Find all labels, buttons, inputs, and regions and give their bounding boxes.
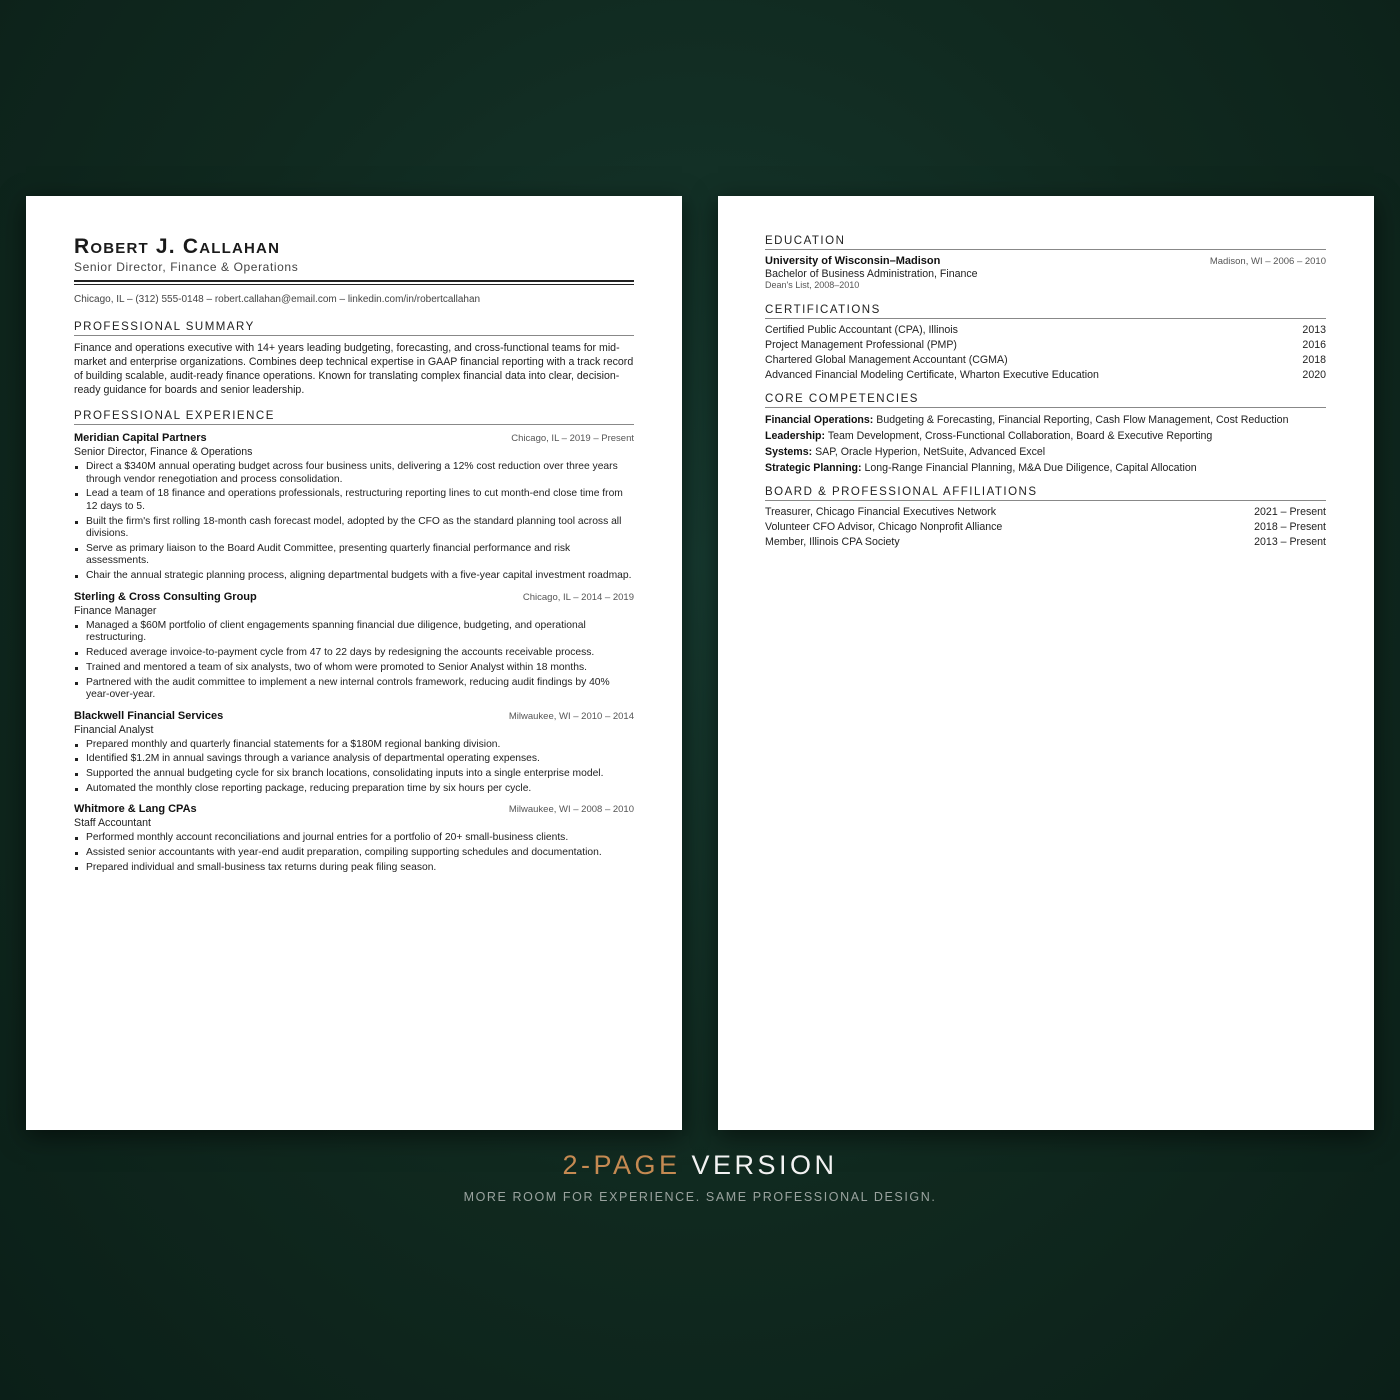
job-header — [74, 431, 634, 446]
summary-text: Finance and operations executive with 14+ years leading budgeting, forecasting, and cross-functional teams for mid-market and enterprise organizations. Combines deep technical expertise in GAAP financial reporting with a track record of building scalable, audit-ready finance operations. Known for translating complex financial data into clear, decision-ready guidance for boards and senior leadership. — [74, 342, 634, 396]
bullet-item: Prepared individual and small-business tax returns during peak filing season. — [74, 862, 634, 875]
bullet-item: Chair the annual strategic planning process, aligning departmental budgets with a five-year capital investment roadmap. — [74, 570, 634, 583]
competency-label: Leadership: — [765, 430, 826, 442]
contact-line: Chicago, IL – (312) 555-0148 – robert.callahan@email.com – linkedin.com/in/robertcallahan — [74, 294, 481, 305]
certification-row — [765, 353, 1326, 368]
affiliation-name: Member, Illinois CPA Society — [765, 536, 900, 548]
certification-year: 2018 — [1302, 354, 1326, 366]
job-title: Staff Accountant — [74, 817, 151, 830]
summary-section — [74, 320, 634, 397]
job-header — [74, 802, 634, 817]
education-section — [765, 234, 1326, 291]
affiliation-row — [765, 520, 1326, 535]
bullet-item: Assisted senior accountants with year-end audit preparation, compiling supporting schedules and documentation. — [74, 847, 634, 860]
job-entry — [74, 709, 634, 796]
company-name: Whitmore & Lang CPAs — [74, 803, 197, 816]
resume-name: Robert J. Callahan — [74, 235, 281, 258]
bullet-item: Trained and mentored a team of six analysts, two of whom were promoted to Senior Analyst within 18 months. — [74, 662, 634, 675]
bullet-item: Prepared monthly and quarterly financial statements for a $180M regional banking division. — [74, 739, 634, 752]
competency-row — [765, 460, 1326, 476]
certification-row — [765, 323, 1326, 338]
certification-name: Advanced Financial Modeling Certificate, Wharton Executive Education — [765, 369, 1099, 381]
competency-label: Systems: — [765, 446, 813, 458]
bullet-item: Lead a team of 18 finance and operations professionals, restructuring reporting lines to cut month-end close time from 12 days to 5. — [74, 488, 634, 513]
job-location-dates: Milwaukee, WI – 2010 – 2014 — [508, 710, 634, 722]
bullet-list — [74, 739, 634, 796]
resume-page-1 — [26, 196, 682, 1130]
affiliation-name: Volunteer CFO Advisor, Chicago Nonprofit Alliance — [765, 521, 1003, 533]
company-name: Meridian Capital Partners — [74, 432, 207, 444]
section-title: BOARD & PROFESSIONAL AFFILIATIONS — [765, 485, 1326, 501]
certification-name: Chartered Global Management Accountant (CGMA) — [765, 354, 1008, 366]
bullet-item: Supported the annual budgeting cycle for six branch locations, consolidating inputs into a single enterprise model. — [74, 768, 634, 781]
caption-main: VERSION — [680, 1150, 838, 1180]
header-divider — [74, 280, 634, 285]
education-meta: Madison, WI – 2006 – 2010 — [1209, 256, 1326, 267]
job-title: Finance Manager — [74, 604, 157, 617]
affiliation-row — [765, 505, 1326, 520]
affiliation-years: 2018 – Present — [1254, 521, 1326, 533]
bullet-item: Serve as primary liaison to the Board Audit Committee, presenting quarterly financial performance and risk assessments. — [74, 543, 634, 568]
job-entry — [74, 431, 634, 583]
honors-note: Dean's List, 2008–2010 — [765, 280, 860, 290]
section-title: EDUCATION — [765, 234, 1326, 250]
certification-name: Project Management Professional (PMP) — [765, 339, 957, 351]
affiliations-section — [765, 485, 1326, 550]
bullet-item: Automated the monthly close reporting package, reducing preparation time by six hours per cycle. — [74, 783, 634, 796]
bullet-item: Direct a $340M annual operating budget across four business units, delivering a 12% cost reduction over three years through vendor renegotiation and process consolidation. — [74, 461, 634, 486]
certification-row — [765, 338, 1326, 353]
resume-page-2 — [718, 196, 1374, 1130]
competency-text: Long-Range Financial Planning, M&A Due Diligence, Capital Allocation — [864, 462, 1197, 474]
bullet-item: Performed monthly account reconciliations and journal entries for a portfolio of 20+ small-business clients. — [74, 832, 634, 845]
certification-year: 2016 — [1302, 339, 1326, 351]
job-title: Senior Director, Finance & Operations — [74, 446, 253, 458]
education-header — [765, 255, 1326, 268]
experience-section — [74, 409, 634, 875]
affiliation-years: 2021 – Present — [1254, 506, 1326, 518]
job-entry — [74, 802, 634, 874]
bullet-item: Managed a $60M portfolio of client engagements spanning financial due diligence, budgeting, and operational restructuring. — [74, 620, 634, 645]
competency-label: Financial Operations: — [765, 414, 874, 426]
degree: Bachelor of Business Administration, Finance — [765, 268, 978, 280]
job-header — [74, 709, 634, 724]
bullet-item: Reduced average invoice-to-payment cycle from 47 to 22 days by redesigning the accounts receivable process. — [74, 647, 634, 660]
job-location-dates: Chicago, IL – 2019 – Present — [511, 433, 634, 444]
bullet-list — [74, 832, 634, 874]
section-title: CORE COMPETENCIES — [765, 392, 1326, 408]
section-title: PROFESSIONAL EXPERIENCE — [74, 409, 634, 425]
certification-year: 2020 — [1302, 369, 1326, 381]
bullet-list — [74, 461, 634, 583]
competencies-section — [765, 392, 1326, 476]
school-name: University of Wisconsin–Madison — [765, 255, 941, 267]
affiliation-list — [765, 505, 1326, 550]
job-location-dates: Milwaukee, WI – 2008 – 2010 — [508, 804, 634, 816]
competency-row — [765, 444, 1326, 460]
affiliation-row — [765, 535, 1326, 550]
job-entry — [74, 590, 634, 702]
caption-accent: 2-PAGE — [562, 1150, 681, 1180]
certification-year: 2013 — [1302, 324, 1326, 336]
competency-text: SAP, Oracle Hyperion, NetSuite, Advanced Excel — [815, 446, 1046, 458]
job-location-dates: Chicago, IL – 2014 – 2019 — [522, 591, 634, 603]
certification-name: Certified Public Accountant (CPA), Illinois — [765, 324, 958, 336]
section-title: CERTIFICATIONS — [765, 303, 1326, 319]
section-title: PROFESSIONAL SUMMARY — [74, 320, 634, 336]
competency-list — [765, 412, 1326, 476]
bullet-item: Partnered with the audit committee to implement a new internal controls framework, reducing audit findings by 40% year-over-year. — [74, 677, 634, 702]
job-header — [74, 590, 634, 605]
caption-subtitle: MORE ROOM FOR EXPERIENCE. SAME PROFESSIONAL DESIGN. — [463, 1190, 937, 1204]
competency-text: Budgeting & Forecasting, Financial Reporting, Cash Flow Management, Cost Reduction — [876, 414, 1289, 426]
competency-label: Strategic Planning: — [765, 462, 862, 474]
job-list — [74, 431, 634, 875]
competency-row — [765, 428, 1326, 444]
bullet-item: Built the firm's first rolling 18-month cash forecast model, adopted by the CFO as the standard planning tool across all divisions. — [74, 516, 634, 541]
company-name: Blackwell Financial Services — [74, 709, 224, 722]
bullet-item: Identified $1.2M in annual savings through a variance analysis of departmental operating expenses. — [74, 753, 634, 766]
certification-row — [765, 368, 1326, 383]
competency-text: Team Development, Cross-Functional Collaboration, Board & Executive Reporting — [827, 430, 1213, 442]
job-title: Financial Analyst — [74, 723, 154, 736]
caption-heading — [0, 1148, 1400, 1182]
certifications-section — [765, 303, 1326, 383]
resume-role: Senior Director, Finance & Operations — [74, 260, 299, 274]
competency-row — [765, 412, 1326, 428]
bullet-list — [74, 620, 634, 702]
company-name: Sterling & Cross Consulting Group — [74, 590, 257, 603]
certification-list — [765, 323, 1326, 383]
affiliation-years: 2013 – Present — [1254, 536, 1326, 548]
affiliation-name: Treasurer, Chicago Financial Executives Network — [765, 506, 996, 518]
